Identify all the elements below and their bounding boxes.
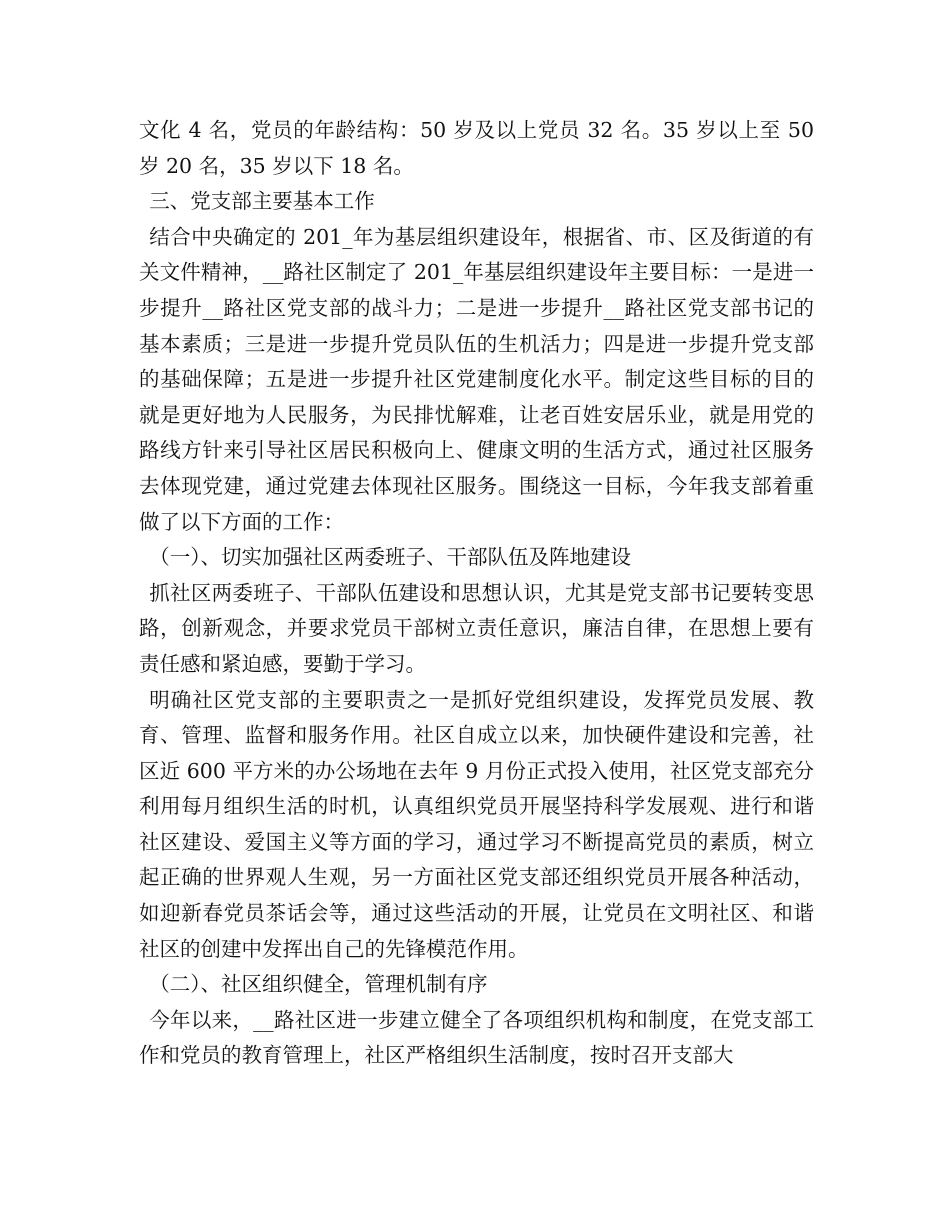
subheading-team-building: （一）、切实加强社区两委班子、干部队伍及阵地建设 [149, 545, 631, 570]
subheading-organization: （二）、社区组织健全，管理机制有序 [149, 972, 488, 997]
paragraph-responsibilities: 明确社区党支部的主要职责之一是抓好党组织建设，发挥党员发展、教育、管理、监督和服务作用。社区自成立以来，加快硬件建设和完善，社区近 600 平方米的办公场地在去年 9 月份正式投入使用，社区党支部充分利用每月组织生活的时机，认真组织党员开展坚持科学发展观、进行和谐社区建设、爱国主义等方面的学习，通过学习不断提高党员的素质，树立起正确的世界观人生观，另一方面社区党支部还组织党员开展各种活动，如迎新春党员茶话会等，通过这些活动的开展，让党员在文明社区、和谐社区的创建中发挥出自己的先锋模范作用。 [139, 687, 814, 961]
paragraph-goals: 结合中央确定的 201_年为基层组织建设年，根据省、市、区及街道的有关文件精神，__路社区制定了 201_年基层组织建设年主要目标：一是进一步提升__路社区党支部的战斗力；二是进一步提升__路社区党支部书记的基本素质；三是进一步提升党员队伍的生机活力；四是进一步提升党支部的基础保障；五是进一步提升社区党建制度化水平。制定这些目标的目的就是更好地为人民服务，为民排忧解难，让老百姓安居乐业，就是用党的路线方针来引导社区居民积极向上、健康文明的生活方式，通过社区服务去体现党建，通过党建去体现社区服务。围绕这一目标，今年我支部着重做了以下方面的工作： [139, 224, 814, 534]
paragraph-organization: 今年以来，__路社区进一步建立健全了各项组织机构和制度，在党支部工作和党员的教育管理上，社区严格组织生活制度，按时召开支部大 [139, 1007, 814, 1068]
paragraph-age-structure: 文化 4 名，党员的年龄结构：50 岁及以上党员 32 名。35 岁以上至 50 岁 20 名，35 岁以下 18 名。 [139, 118, 814, 178]
section-heading-basic-work: 三、党支部主要基本工作 [149, 189, 375, 214]
paragraph-leadership: 抓社区两委班子、干部队伍建设和思想认识，尤其是党支部书记要转变思路，创新观念，并要求党员干部树立责任意识，廉洁自律，在思想上要有责任感和紧迫感，要勤于学习。 [139, 580, 814, 676]
document-page [139, 113, 814, 1074]
